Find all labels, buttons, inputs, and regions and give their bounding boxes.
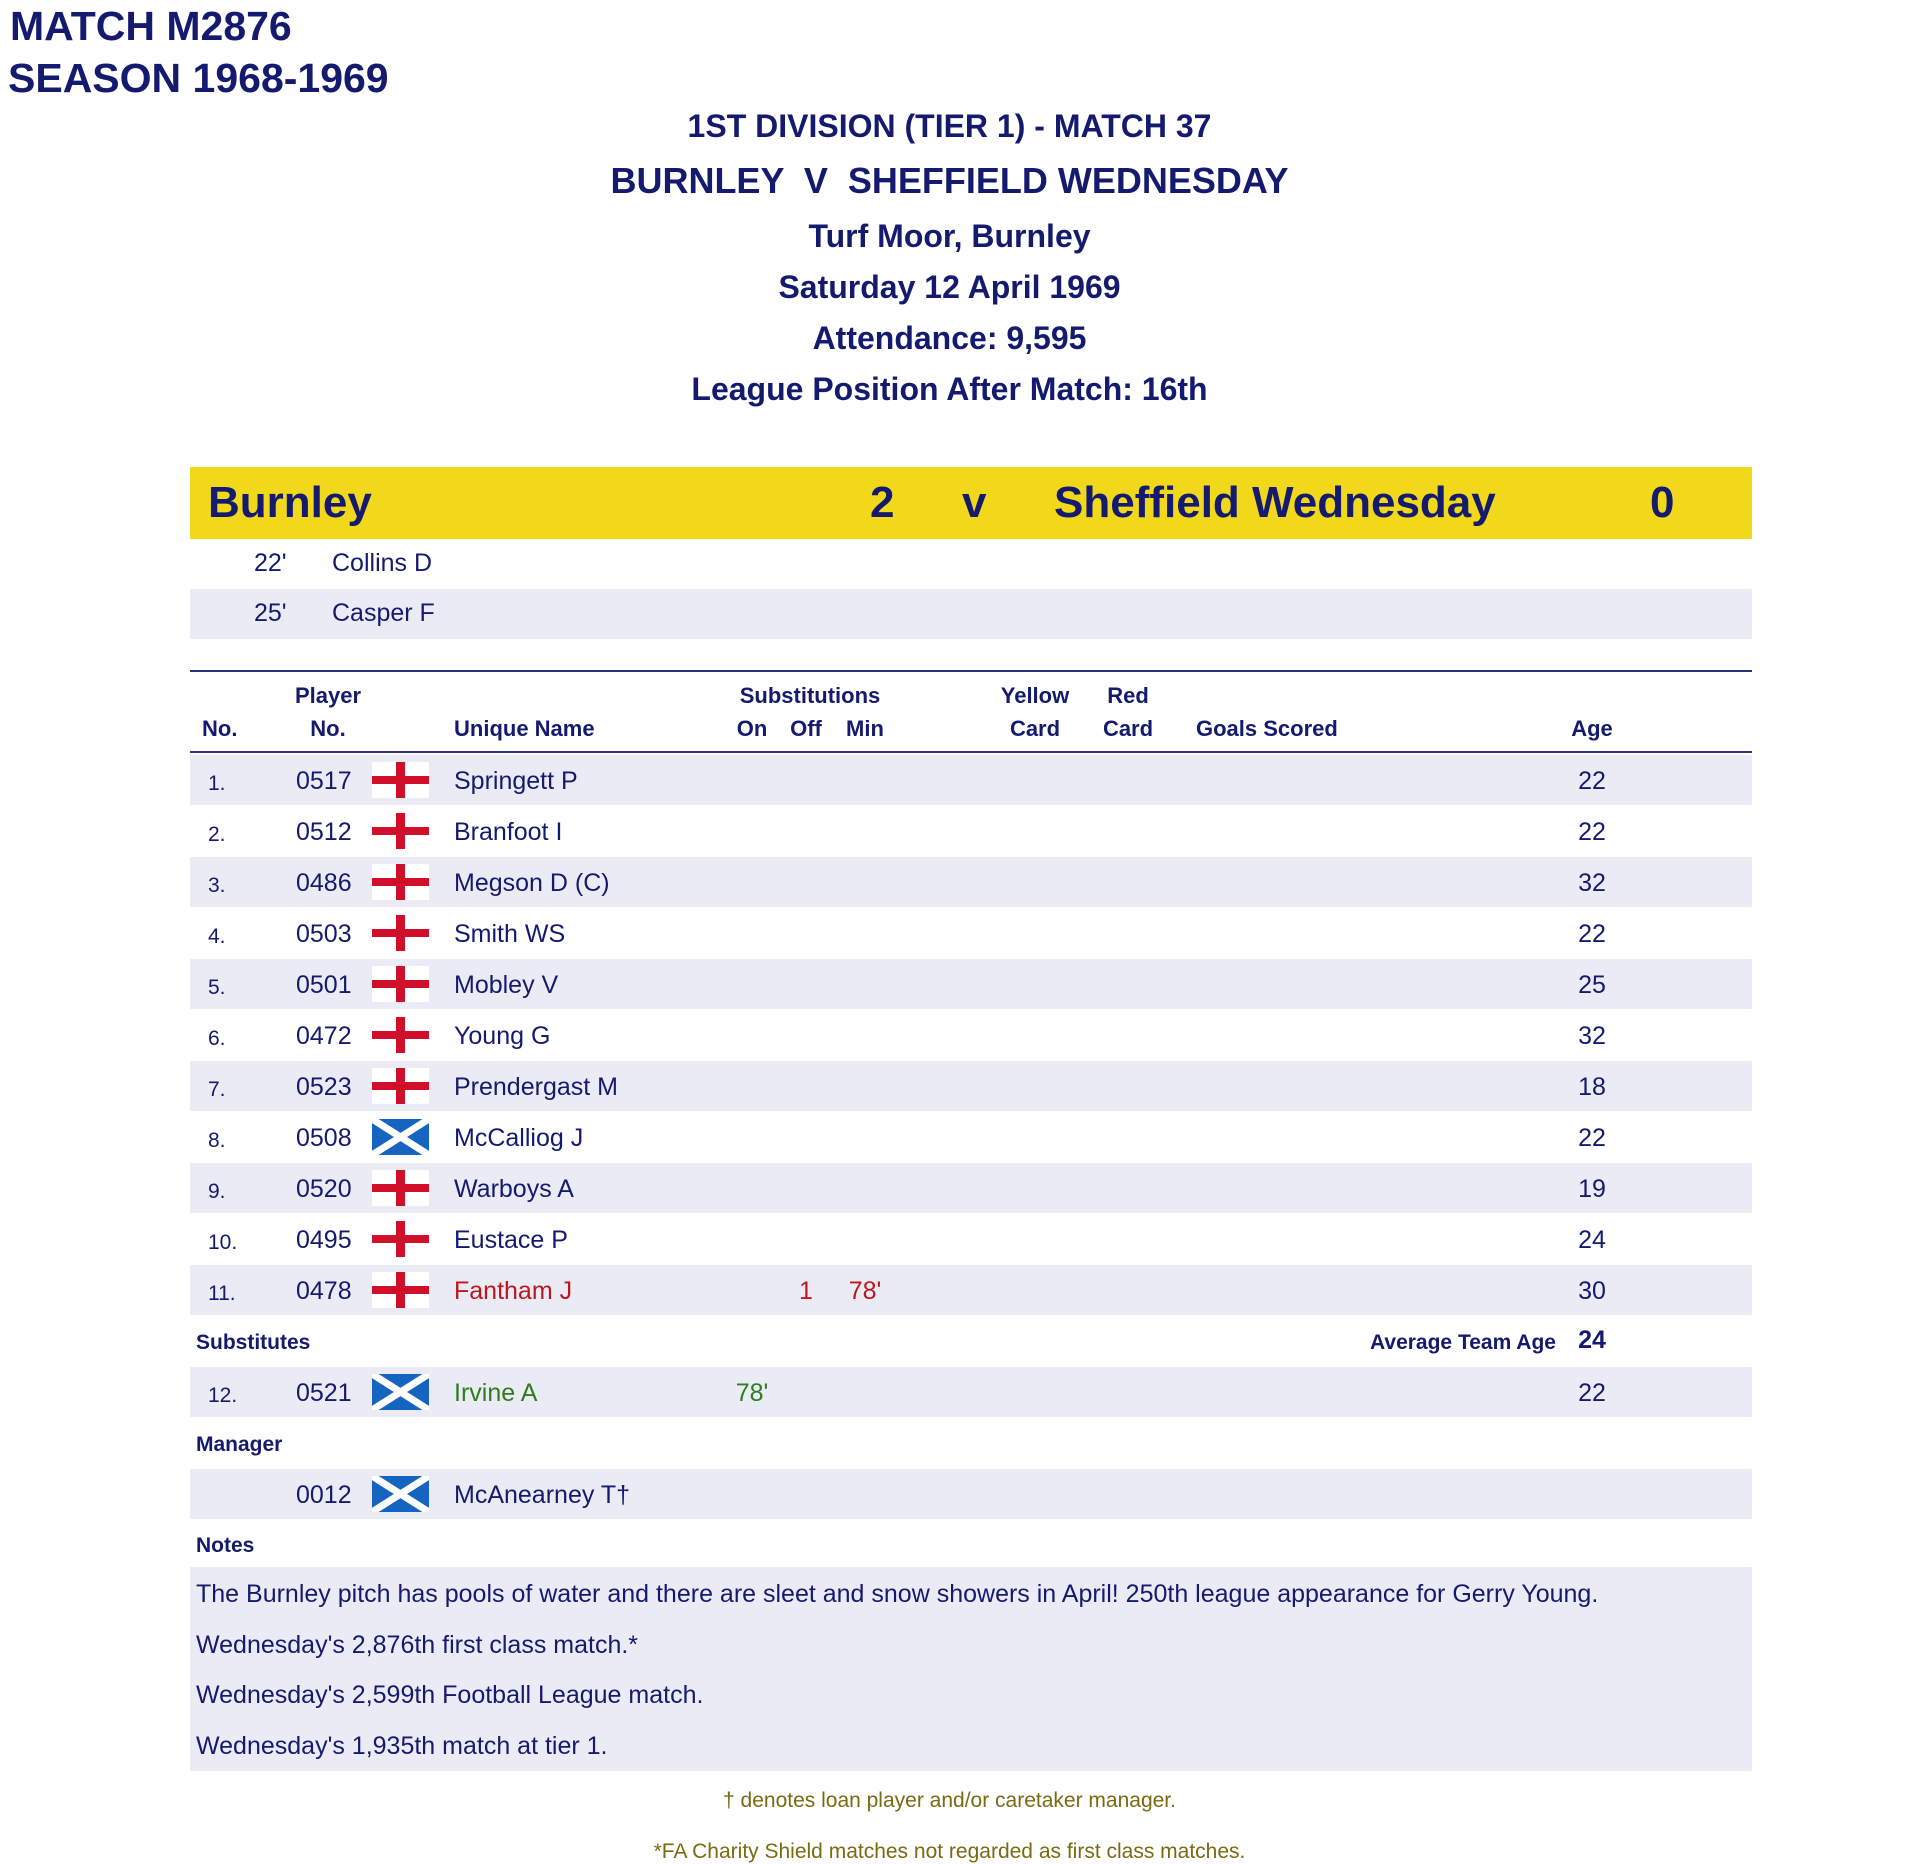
competition-title: 1ST DIVISION (TIER 1) - MATCH 37: [687, 108, 1212, 144]
table-row: [190, 1265, 1752, 1315]
player-age: 19: [1578, 1175, 1606, 1203]
player-name: Prendergast M: [454, 1073, 618, 1101]
player-name: Warboys A: [454, 1175, 574, 1203]
goal-scorer-name: Casper F: [332, 599, 435, 627]
player-number: 0517: [296, 767, 352, 795]
attendance: Attendance: 9,595: [812, 320, 1087, 356]
season-label: SEASON 1968-1969: [8, 55, 389, 101]
away-team-score: 0: [1650, 478, 1675, 527]
table-header-top-rule: [190, 670, 1752, 672]
footnote-charity-shield: *FA Charity Shield matches not regarded as first class matches.: [653, 1840, 1246, 1863]
england-flag-icon: [372, 915, 429, 951]
fixture-title: BURNLEY V SHEFFIELD WEDNESDAY: [610, 160, 1289, 201]
goal-minute: 22': [254, 549, 287, 577]
player-number: 0520: [296, 1175, 352, 1203]
player-number: 0501: [296, 971, 352, 999]
shirt-number: 3.: [208, 874, 226, 897]
table-row: [190, 857, 1752, 907]
col-header-age: Age: [1571, 716, 1613, 741]
col-header-player-bottom: No.: [310, 716, 346, 741]
player-name: Smith WS: [454, 920, 566, 948]
table-row: [190, 755, 1752, 805]
player-age: 25: [1578, 971, 1606, 999]
player-number: 0512: [296, 818, 352, 846]
table-row: [190, 1010, 1752, 1060]
manager-heading: Manager: [196, 1433, 283, 1456]
substitution-off: 1: [799, 1277, 813, 1305]
player-age: 22: [1578, 1124, 1606, 1152]
shirt-number: 11.: [208, 1282, 236, 1305]
table-row: [190, 1214, 1752, 1264]
match-id: MATCH M2876: [10, 3, 292, 49]
scoreline-bar: [190, 467, 1752, 539]
player-number: 0508: [296, 1124, 352, 1152]
scotland-flag-icon: [372, 1476, 429, 1512]
col-header-player-top: Player: [294, 683, 362, 708]
england-flag-icon: [372, 1017, 429, 1053]
col-header-no: No.: [202, 716, 238, 741]
player-number: 0478: [296, 1277, 352, 1305]
col-header-off: Off: [790, 716, 822, 741]
player-name: McCalliog J: [454, 1124, 584, 1152]
col-header-red-top: Red: [1107, 683, 1149, 708]
footnote-loan: † denotes loan player and/or caretaker manager.: [723, 1789, 1176, 1812]
player-name: Young G: [454, 1022, 551, 1050]
player-age: 22: [1578, 818, 1606, 846]
shirt-number: 10.: [208, 1231, 238, 1254]
note-line: Wednesday's 2,876th first class match.*: [196, 1631, 639, 1659]
shirt-number: 4.: [208, 925, 226, 948]
manager-number: 0012: [296, 1481, 352, 1509]
england-flag-icon: [372, 813, 429, 849]
substitutes-heading: Substitutes: [196, 1331, 311, 1354]
player-age: 22: [1578, 920, 1606, 948]
player-name: Eustace P: [454, 1226, 568, 1254]
col-header-red-bottom: Card: [1102, 716, 1154, 741]
average-age-label: Average Team Age: [1370, 1331, 1556, 1354]
col-header-unique-name: Unique Name: [454, 716, 595, 741]
col-header-goals-scored: Goals Scored: [1196, 716, 1338, 741]
player-name: Fantham J: [454, 1277, 573, 1305]
match-date: Saturday 12 April 1969: [778, 269, 1121, 305]
goal-scorer-row: [190, 539, 1752, 589]
player-name: Irvine A: [454, 1379, 538, 1407]
england-flag-icon: [372, 1170, 429, 1206]
manager-row: [190, 1469, 1752, 1519]
player-age: 18: [1578, 1073, 1606, 1101]
player-age: 32: [1578, 869, 1606, 897]
notes-heading: Notes: [196, 1534, 255, 1557]
table-row: [190, 1112, 1752, 1162]
player-number: 0495: [296, 1226, 352, 1254]
note-line: The Burnley pitch has pools of water and there are sleet and snow showers in April! 250th league appearance for Gerry Young.: [196, 1580, 1599, 1608]
shirt-number: 1.: [208, 772, 226, 795]
shirt-number: 12.: [208, 1384, 238, 1407]
col-header-on: On: [736, 716, 768, 741]
player-name: Springett P: [454, 767, 578, 795]
col-header-yellow-bottom: Card: [1009, 716, 1061, 741]
versus-separator: v: [962, 478, 987, 527]
manager-name: McAnearney T†: [454, 1481, 631, 1509]
england-flag-icon: [372, 762, 429, 798]
col-header-yellow-top: Yellow: [1000, 683, 1070, 708]
goal-minute: 25': [254, 599, 287, 627]
table-row: [190, 959, 1752, 1009]
col-header-min: Min: [846, 716, 884, 741]
table-row: [190, 1367, 1752, 1417]
player-name: Mobley V: [454, 971, 559, 999]
shirt-number: 6.: [208, 1027, 226, 1050]
player-age: 22: [1578, 767, 1606, 795]
scotland-flag-icon: [372, 1119, 429, 1155]
average-age-value: 24: [1578, 1326, 1606, 1354]
shirt-number: 8.: [208, 1129, 226, 1152]
goal-scorer-name: Collins D: [332, 549, 433, 577]
player-name: Megson D (C): [454, 869, 610, 897]
england-flag-icon: [372, 1068, 429, 1104]
table-row: [190, 806, 1752, 856]
player-number: 0486: [296, 869, 352, 897]
col-header-substitutions: Substitutions: [739, 683, 881, 708]
goal-scorer-row: [190, 589, 1752, 639]
player-age: 32: [1578, 1022, 1606, 1050]
shirt-number: 7.: [208, 1078, 226, 1101]
home-team-score: 2: [870, 478, 895, 527]
player-age: 24: [1578, 1226, 1606, 1254]
table-row: [190, 1163, 1752, 1213]
player-age: 22: [1578, 1379, 1606, 1407]
note-line: Wednesday's 2,599th Football League match.: [196, 1681, 704, 1709]
table-row: [190, 1061, 1752, 1111]
player-number: 0523: [296, 1073, 352, 1101]
table-row: [190, 908, 1752, 958]
home-team-name: Burnley: [208, 478, 372, 527]
player-number: 0472: [296, 1022, 352, 1050]
venue: Turf Moor, Burnley: [808, 218, 1091, 254]
player-age: 30: [1578, 1277, 1606, 1305]
league-position: League Position After Match: 16th: [691, 371, 1208, 407]
note-line: Wednesday's 1,935th match at tier 1.: [196, 1732, 608, 1760]
substitution-minute: 78': [848, 1277, 882, 1305]
substitution-on: 78': [735, 1379, 769, 1407]
shirt-number: 2.: [208, 823, 226, 846]
england-flag-icon: [372, 1272, 429, 1308]
england-flag-icon: [372, 864, 429, 900]
scotland-flag-icon: [372, 1374, 429, 1410]
england-flag-icon: [372, 966, 429, 1002]
england-flag-icon: [372, 1221, 429, 1257]
player-name: Branfoot I: [454, 818, 563, 846]
table-header-bottom-rule: [190, 751, 1752, 753]
shirt-number: 9.: [208, 1180, 226, 1203]
shirt-number: 5.: [208, 976, 226, 999]
player-number: 0521: [296, 1379, 352, 1407]
player-number: 0503: [296, 920, 352, 948]
away-team-name: Sheffield Wednesday: [1054, 478, 1496, 527]
